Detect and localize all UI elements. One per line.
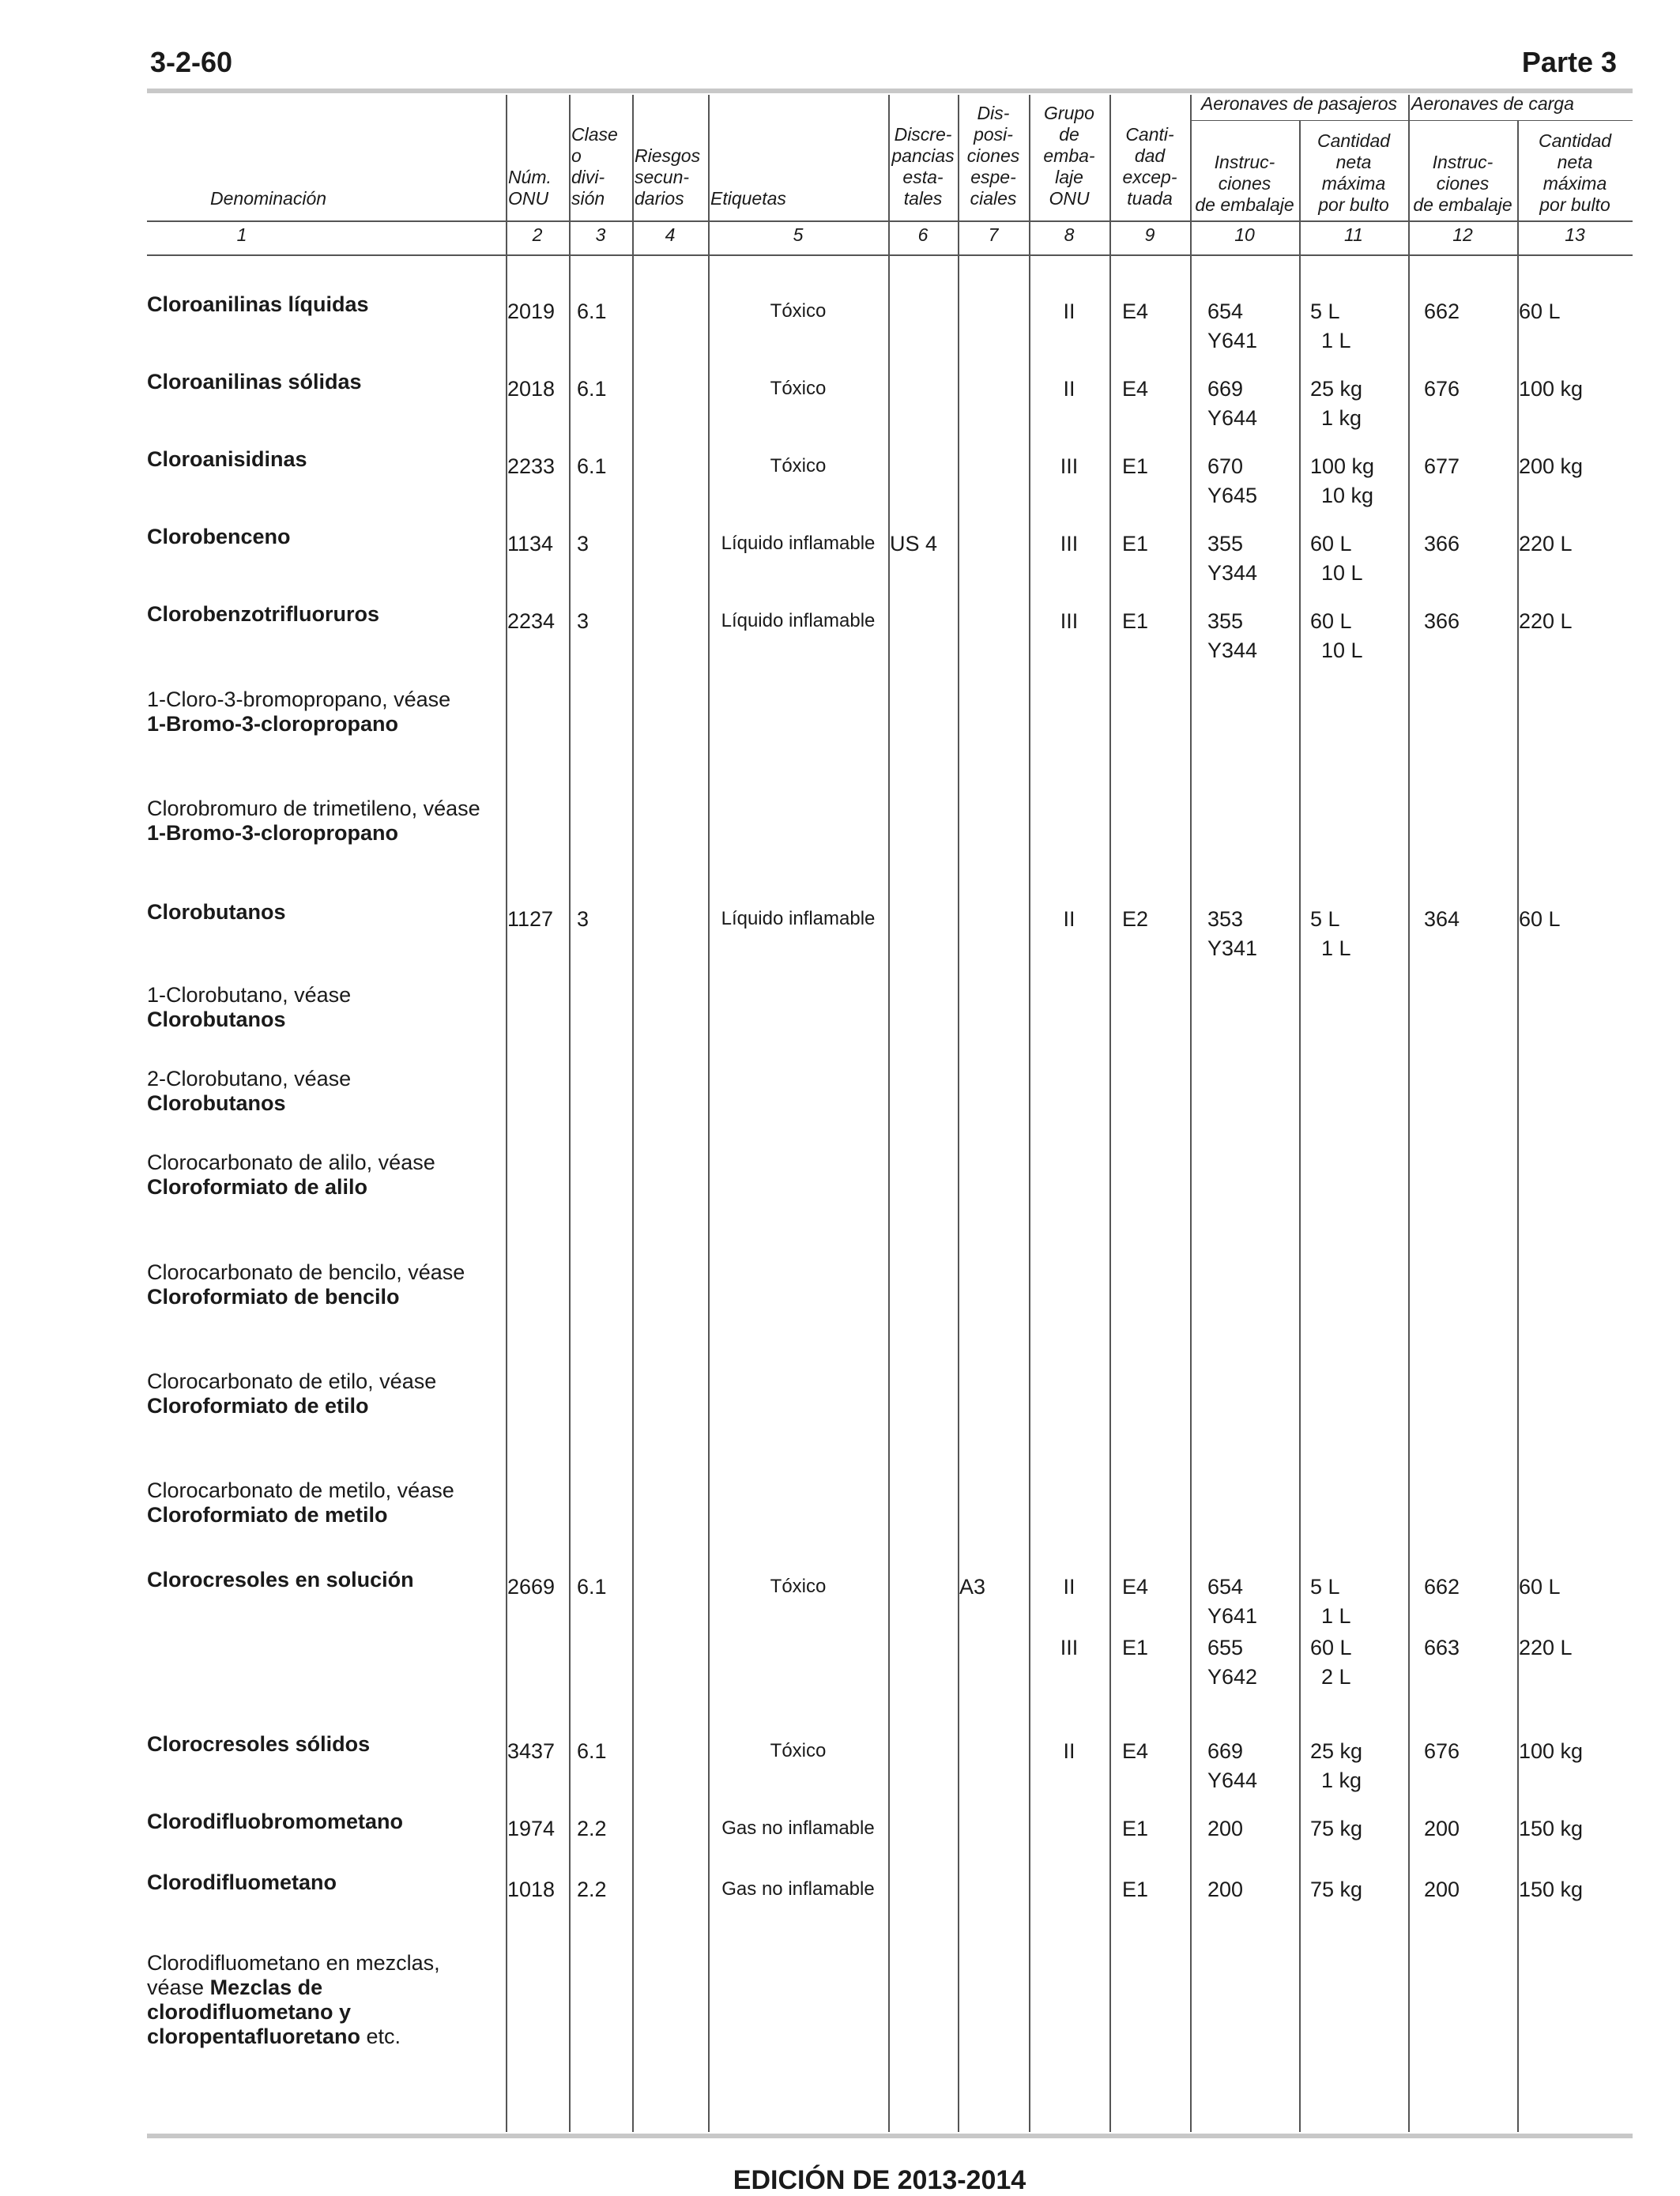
table-cell: E1 [1122, 1878, 1149, 1901]
table-cell: E1 [1122, 609, 1149, 633]
table-cell: 662 [1424, 299, 1460, 323]
page-number: 3-2-60 [150, 46, 233, 78]
table-cell: E4 [1122, 299, 1149, 323]
table-cell: 220 L [1519, 1636, 1573, 1659]
substance-name: Clorodifluometano [147, 1870, 337, 1894]
table-cell: Y344 [1207, 638, 1258, 662]
table-cell: 5 L [1310, 907, 1340, 931]
table-cell: 200 kg [1519, 454, 1584, 478]
table-cell: Y341 [1207, 936, 1258, 960]
table-cell: 654 [1207, 1575, 1244, 1599]
table-cell: 6.1 [577, 1575, 607, 1599]
table-cell: 2234 [507, 609, 556, 633]
list-item: 1-Clorobutano, véase Clorobutanos [147, 983, 352, 1031]
table-cell: 6.1 [577, 377, 607, 401]
edition-footer: EDICIÓN DE 2013-2014 [733, 2165, 1026, 2195]
table-cell: 3 [577, 609, 590, 633]
table-cell: E1 [1122, 1817, 1149, 1840]
table-cell: 60 L [1310, 532, 1352, 556]
table-cell: III [1060, 532, 1079, 556]
header-denominacion: Denominación [210, 188, 327, 209]
list-item: Clorocarbonato de etilo, véase Cloroformiato de etilo [147, 1369, 437, 1418]
header-cantidad-carga: Cantidad neta máxima por bulto [1538, 130, 1612, 215]
table-cell: 364 [1424, 907, 1460, 931]
part-title: Parte 3 [1521, 46, 1617, 78]
header-grupo: Grupo de emba- laje ONU [1043, 103, 1095, 209]
table-cell: E4 [1122, 1575, 1149, 1599]
table-cell: 200 [1424, 1878, 1460, 1901]
table-cell: 1127 [507, 907, 554, 931]
table-cell: 3437 [507, 1739, 556, 1763]
table-cell: E2 [1122, 907, 1149, 931]
table-cell: 100 kg [1310, 454, 1375, 478]
header-aeronaves-pasajeros: Aeronaves de pasajeros [1200, 93, 1398, 114]
table-cell: E4 [1122, 1739, 1149, 1763]
table-cell: 200 [1424, 1817, 1460, 1840]
table-cell: 60 L [1519, 1575, 1561, 1599]
table-cell: Y344 [1207, 561, 1258, 585]
table-cell: 2019 [507, 299, 556, 323]
table-cell: US 4 [890, 532, 938, 556]
table-cell: 10 L [1321, 561, 1363, 585]
table-cell: III [1060, 1636, 1079, 1659]
bottom-rule [147, 2134, 1633, 2138]
table-cell: Y644 [1207, 406, 1258, 430]
table-cell: 3 [577, 532, 590, 556]
label-cell: Gas no inflamable [721, 1878, 875, 1900]
table-cell: 2.2 [577, 1878, 607, 1901]
label-cell: Líquido inflamable [721, 610, 876, 631]
table-cell: 220 L [1519, 609, 1573, 633]
table-cell: 75 kg [1310, 1878, 1363, 1901]
table-cell: III [1060, 609, 1079, 633]
list-item: Clorocarbonato de alilo, véase Cloroformiato de alilo [147, 1151, 435, 1199]
list-item: 1-Cloro-3-bromopropano, véase 1-Bromo-3-cloropropano [147, 687, 451, 736]
label-cell: Líquido inflamable [721, 533, 876, 554]
table-cell: 100 kg [1519, 377, 1584, 401]
label-cell: Tóxico [770, 300, 827, 322]
table-cell: 60 L [1310, 609, 1352, 633]
table-cell: 200 [1207, 1878, 1244, 1901]
header-instrucciones-pasajeros: Instruc- ciones de embalaje [1195, 152, 1294, 215]
substance-name: Clorobenceno [147, 525, 291, 548]
table-cell: 6.1 [577, 1739, 607, 1763]
label-cell: Líquido inflamable [721, 908, 876, 929]
substance-name: Cloroanilinas líquidas [147, 292, 369, 316]
table-cell: II [1063, 299, 1075, 323]
table-cell: II [1063, 907, 1075, 931]
header-discrepancias: Discre- pancias esta- tales [891, 124, 955, 209]
table-cell: 663 [1424, 1636, 1460, 1659]
table-cell: 353 [1207, 907, 1244, 931]
table-cell: Y645 [1207, 484, 1258, 507]
header-instrucciones-carga: Instruc- ciones de embalaje [1413, 152, 1512, 215]
table-cell: 662 [1424, 1575, 1460, 1599]
table-cell: II [1063, 377, 1075, 401]
table-cell: 2 L [1321, 1665, 1351, 1689]
table-cell: 1 kg [1321, 1768, 1362, 1792]
list-item: 2-Clorobutano, véase Clorobutanos [147, 1067, 352, 1115]
header-etiquetas: Etiquetas [710, 188, 786, 209]
table-cell: 355 [1207, 532, 1244, 556]
table-cell: 1 L [1321, 936, 1351, 960]
table-cell: 2.2 [577, 1817, 607, 1840]
table-cell: A3 [959, 1575, 986, 1599]
header-cantidad-exceptuada: Canti- dad excep- tuada [1122, 124, 1177, 209]
table-cell: Y641 [1207, 1604, 1258, 1628]
table-cell: 220 L [1519, 532, 1573, 556]
table-cell: 1018 [507, 1878, 556, 1901]
table-cell: 1134 [507, 532, 554, 556]
list-item: Clorocarbonato de metilo, véase Cloroformiato de metilo [147, 1478, 454, 1527]
table-cell: 676 [1424, 377, 1460, 401]
label-cell: Tóxico [770, 1576, 827, 1597]
table-cell: E1 [1122, 454, 1149, 478]
table-cell: II [1063, 1739, 1075, 1763]
substance-name: Clorocresoles sólidos [147, 1732, 371, 1756]
label-cell: Tóxico [770, 455, 827, 476]
table-cell: 1 kg [1321, 406, 1362, 430]
table-cell: 100 kg [1519, 1739, 1584, 1763]
table-cell: 5 L [1310, 1575, 1340, 1599]
substance-name: Cloroanisidinas [147, 447, 307, 471]
table-cell: 366 [1424, 532, 1460, 556]
table-cell: 10 kg [1321, 484, 1374, 507]
substance-name: Clorocresoles en solución [147, 1568, 414, 1591]
table-cell: 1974 [507, 1817, 556, 1840]
table-cell: 200 [1207, 1817, 1244, 1840]
table-cell: E1 [1122, 1636, 1149, 1659]
table-cell: 60 L [1519, 907, 1561, 931]
table-cell: 676 [1424, 1739, 1460, 1763]
substance-name: Clorodifluobromometano [147, 1810, 403, 1833]
table-cell: 150 kg [1519, 1878, 1584, 1901]
table-cell: 6.1 [577, 454, 607, 478]
header-aeronaves-carga: Aeronaves de carga [1411, 93, 1574, 114]
table-cell: II [1063, 1575, 1075, 1599]
table-cell: III [1060, 454, 1079, 478]
table-cell: 355 [1207, 609, 1244, 633]
table-cell: 6.1 [577, 299, 607, 323]
table-cell: Y642 [1207, 1665, 1258, 1689]
header-disposiciones: Dis- posi- ciones espe- ciales [966, 103, 1020, 209]
table-cell: E4 [1122, 377, 1149, 401]
table-cell: 677 [1424, 454, 1460, 478]
table-cell: 60 L [1519, 299, 1561, 323]
table-cell: 654 [1207, 299, 1244, 323]
table-cell: 2669 [507, 1575, 556, 1599]
table-cell: 75 kg [1310, 1817, 1363, 1840]
table-cell: 25 kg [1310, 1739, 1363, 1763]
substance-name: Cloroanilinas sólidas [147, 370, 362, 394]
table-cell: 3 [577, 907, 590, 931]
table-cell: 2233 [507, 454, 556, 478]
substance-name: Clorobenzotrifluoruros [147, 602, 379, 626]
header-cantidad-pasajeros: Cantidad neta máxima por bulto [1317, 130, 1391, 215]
table-cell: 60 L [1310, 1636, 1352, 1659]
substance-name: Clorobutanos [147, 900, 286, 924]
label-cell: Gas no inflamable [721, 1817, 875, 1839]
list-item: Clorobromuro de trimetileno, véase 1-Bromo-3-cloropropano [147, 797, 480, 845]
table-cell: E1 [1122, 532, 1149, 556]
table-cell: 150 kg [1519, 1817, 1584, 1840]
table-cell: 2018 [507, 377, 556, 401]
label-cell: Tóxico [770, 378, 827, 399]
table-cell: Y644 [1207, 1768, 1258, 1792]
header-num-onu: Núm. ONU [508, 167, 552, 209]
list-item: Clorodifluometano en mezclas, véase Mezclas de clorodifluometano y cloropentafluoretano etc. [147, 1951, 440, 2048]
table-cell: 10 L [1321, 638, 1363, 662]
label-cell: Tóxico [770, 1740, 827, 1761]
table-cell: 5 L [1310, 299, 1340, 323]
table-cell: 366 [1424, 609, 1460, 633]
table-cell: 25 kg [1310, 377, 1363, 401]
table-cell: 669 [1207, 377, 1244, 401]
table-cell: 1 L [1321, 1604, 1351, 1628]
table-cell: 1 L [1321, 329, 1351, 352]
table-cell: Y641 [1207, 329, 1258, 352]
table-cell: 669 [1207, 1739, 1244, 1763]
table-cell: 670 [1207, 454, 1244, 478]
list-item: Clorocarbonato de bencilo, véase Cloroformiato de bencilo [147, 1260, 465, 1309]
table-cell: 655 [1207, 1636, 1244, 1659]
header-riesgos: Riesgos secun- darios [635, 145, 701, 209]
header-clase: Clase o divi- sión [571, 124, 618, 209]
